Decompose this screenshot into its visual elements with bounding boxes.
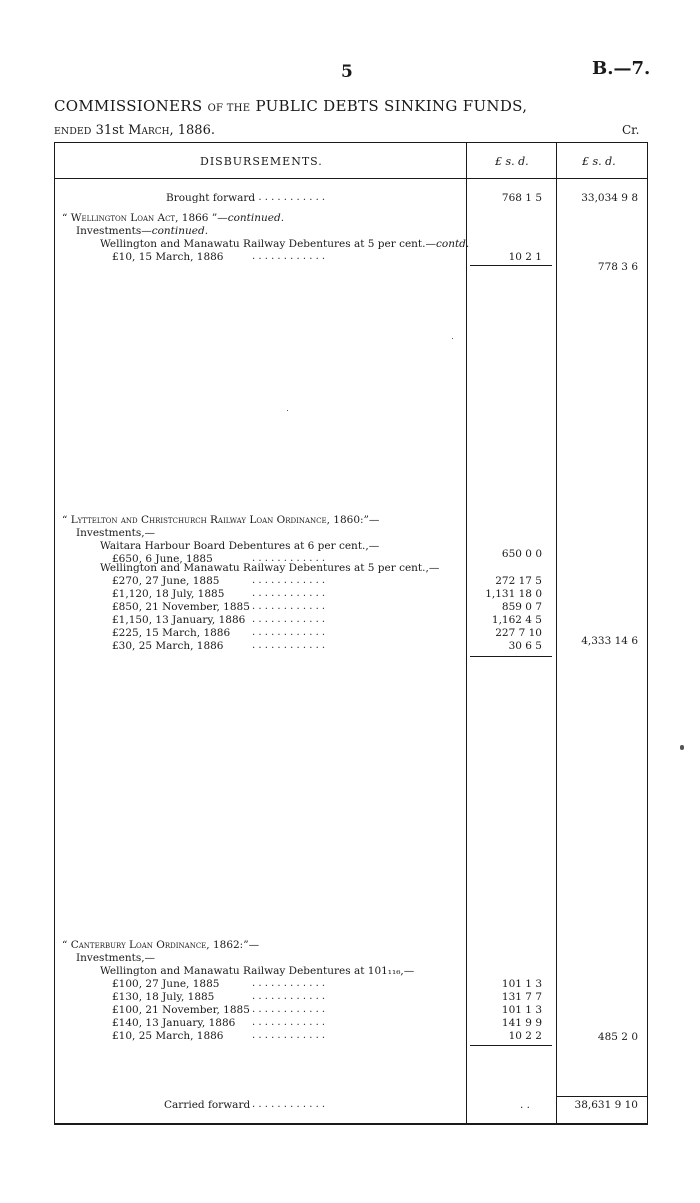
section-3-investments: Investments,— [76, 952, 156, 964]
table-top-border [54, 142, 648, 143]
leader-dots: . . . . . . . . . . . . [252, 588, 326, 599]
section-heading-canterbury: “ Canterbury Loan Ordinance, 1862:”— [62, 939, 260, 951]
list-item: £650, 6 June, 1885 [112, 553, 213, 565]
list-item: £130, 18 July, 1885 [112, 991, 215, 1003]
list-item: £100, 27 June, 1885 [112, 978, 220, 990]
list-item-amount: 1,162 4 5 [491, 614, 542, 626]
carried-forward-amount: . . [519, 1099, 530, 1111]
credit-side-label: Cr. [622, 123, 640, 137]
list-item-amount: 101 1 3 [501, 1004, 542, 1016]
print-speck [680, 745, 684, 750]
list-item-amount: 131 7 7 [501, 991, 542, 1003]
list-item: £1,120, 18 July, 1885 [112, 588, 225, 600]
section-heading-lyttelton: “ Lyttelton and Christchurch Railway Loan Ordinance, 1860:”— [62, 514, 380, 526]
leader-dots: . . . . . . . . . . . . [252, 640, 326, 651]
list-item-amount: 272 17 5 [495, 575, 542, 587]
section-3-total: 485 2 0 [597, 1031, 638, 1043]
carried-forward-total: 38,631 9 10 [574, 1099, 638, 1111]
brought-forward-amount: 768 1 5 [501, 192, 542, 204]
subtotal-rule [470, 265, 552, 266]
section-heading-wellington [62, 212, 284, 224]
brought-forward-label: Brought forward [166, 192, 256, 204]
carried-forward-rule [556, 1096, 648, 1097]
leader-dots: . . . . . . . . . . . . [252, 575, 326, 586]
list-item-amount: 227 7 10 [495, 627, 542, 639]
list-item: £850, 21 November, 1885 [112, 601, 250, 613]
list-item: £10, 15 March, 1886 [112, 251, 224, 263]
list-item: £140, 13 January, 1886 [112, 1017, 236, 1029]
leader-dots: . . . . . . . . . . . . [252, 978, 326, 989]
section-1-investments-suffix: continued. [151, 225, 209, 237]
disbursements-heading: DISBURSEMENTS. [200, 155, 323, 168]
section-1-heading-text: “ Wellington Loan Act, 1866 ”— [62, 212, 228, 224]
subtotal-rule [470, 1045, 552, 1046]
list-item-amount: 141 9 9 [501, 1017, 542, 1029]
section-2-line-a: Waitara Harbour Board Debentures at 6 per cent.,— [100, 540, 380, 552]
list-item: £100, 21 November, 1885 [112, 1004, 250, 1016]
list-item-amount: 859 0 7 [501, 601, 542, 613]
list-item: £30, 25 March, 1886 [112, 640, 224, 652]
list-item-amount: 30 6 5 [508, 640, 542, 652]
list-item-amount: 101 1 3 [501, 978, 542, 990]
list-item: £270, 27 June, 1885 [112, 575, 220, 587]
column-divider-2 [556, 142, 557, 1124]
page-subtitle [54, 123, 215, 138]
leader-dots: . . . . . . . . . . . . [252, 251, 326, 262]
document-reference: B.—7. [592, 58, 651, 79]
brought-forward-total: 33,034 9 8 [581, 192, 638, 204]
section-2-line-b: Wellington and Manawatu Railway Debentures at 5 per cent.,— [100, 562, 440, 574]
section-1-debenture-line [100, 238, 469, 250]
subtotal-rule [470, 656, 552, 657]
leader-dots: . . . . . . . . . . . . [252, 627, 326, 638]
title-part-2: OF THE [207, 103, 251, 114]
leader-dots: . . . . . . . . . . . . [252, 601, 326, 612]
section-1-investments-text: Investments— [76, 225, 152, 237]
list-item-amount: 1,131 18 0 [485, 588, 542, 600]
subtitle-part-1: ENDED [54, 126, 92, 137]
list-item: £225, 15 March, 1886 [112, 627, 231, 639]
leader-dots: . . . . . . . . . . . . [252, 614, 326, 625]
leader-dots: . . . . . . . . . . . . [252, 1099, 326, 1110]
section-1-line-text: Wellington and Manawatu Railway Debentures at 5 per cent.— [100, 238, 436, 250]
section-2-total: 4,333 14 6 [581, 635, 638, 647]
leader-dots: . . . . . . . . . . . . [252, 192, 326, 203]
subtitle-part-2: 31st [95, 123, 124, 138]
title-part-1: COMMISSIONERS [54, 97, 203, 115]
list-item-amount: 650 0 0 [501, 548, 542, 560]
section-1-heading-suffix: continued. [227, 212, 285, 224]
list-item: £10, 25 March, 1886 [112, 1030, 224, 1042]
list-item-amount: 10 2 2 [508, 1030, 542, 1042]
amount-column-header: £ s. d. [495, 155, 529, 168]
leader-dots: . . . . . . . . . . . . [252, 1004, 326, 1015]
section-1-total: 778 3 6 [597, 261, 638, 273]
total-column-header: £ s. d. [582, 155, 616, 168]
section-3-line: Wellington and Manawatu Railway Debentures at 101₁₁₆,— [100, 965, 415, 977]
section-1-line-suffix: contd. [436, 238, 470, 250]
section-2-investments: Investments,— [76, 527, 156, 539]
title-part-3: PUBLIC DEBTS SINKING FUNDS, [255, 97, 528, 115]
table-right-border [647, 142, 648, 1124]
header-rule [54, 178, 648, 179]
print-speck [452, 338, 453, 339]
table-left-border [54, 142, 55, 1124]
leader-dots: . . . . . . . . . . . . [252, 1017, 326, 1028]
list-item-amount: 10 2 1 [508, 251, 542, 263]
carried-forward-label: Carried forward [164, 1099, 251, 1111]
column-divider-1 [466, 142, 467, 1124]
subtitle-part-3: March, [128, 123, 174, 138]
leader-dots: . . . . . . . . . . . . [252, 991, 326, 1002]
leader-dots: . . . . . . . . . . . . [252, 1030, 326, 1041]
subtitle-part-4: 1886. [177, 123, 215, 138]
table-bottom-border [54, 1123, 648, 1125]
section-1-investments [76, 225, 208, 237]
page-number: 5 [341, 62, 353, 82]
print-speck [287, 410, 288, 411]
leader-dots: . . . . . . . . . . . . [252, 553, 326, 564]
page-title [54, 97, 527, 115]
list-item: £1,150, 13 January, 1886 [112, 614, 246, 626]
